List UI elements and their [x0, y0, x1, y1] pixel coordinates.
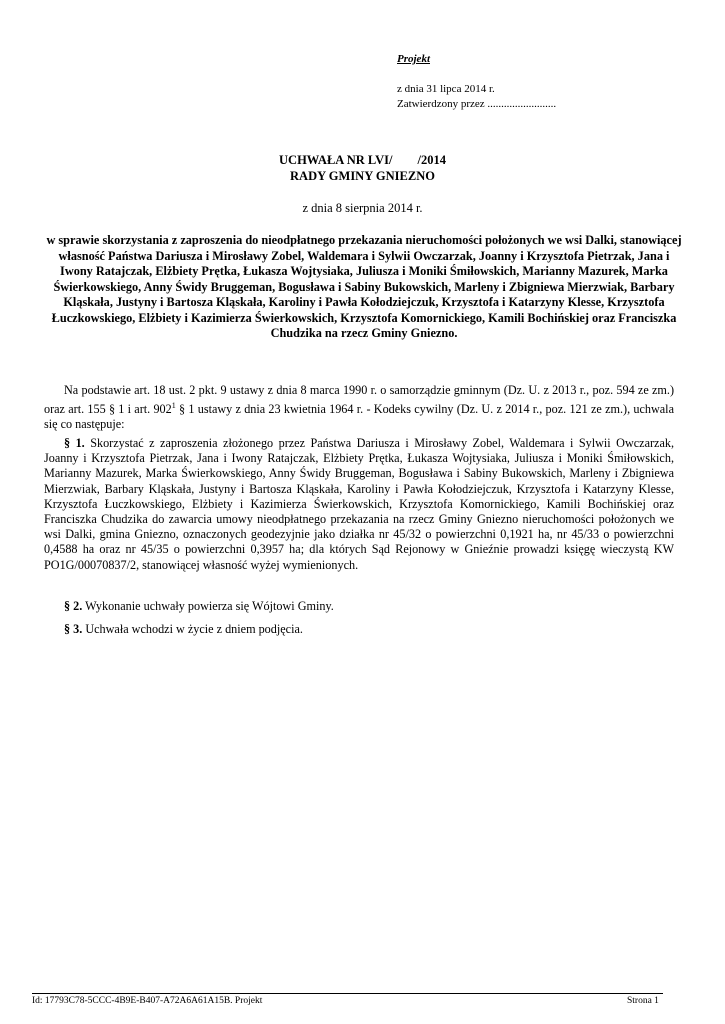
legal-basis — [44, 383, 674, 433]
section-1-text: Skorzystać z zaproszenia złożonego przez Państwa Dariusza i Mirosławy Zobel, Waldemara i Sylwii Owczarzak, Joanny i Krzysztofa Pietrzak, Jana i Iwony Ratajczak, Elżbiety Prętka, Łukasza Wojtysiaka, Juliusza i Moniki Śmiłowskich, Marianny Mazurek, Marka Świerkowskiego, Anny Świdy Bruggeman, Bogusława i Sabiny Bukowskich, Marleny i Zbigniewa Mierzwiak, Barbary Kląskała, Justyny i Bartosza Kląskała, Karoliny i Pawła Kołodziejczuk, Krzysztofa i Katarzyny Klesse, Krzysztofa Łuczkowskiego, Elżbiety i Kazimierza Świerkowskich, Krzysztofa Komornickiego, Kamili Bochińskiej oraz Franciszka Chudzika do zawarcia umowy nieodpłatnego przekazania na rzecz Gminy Gniezno nieruchomości położonych we wsi Dalki, gmina Gniezno, oznaczonych geodezyjnie jako działka nr 45/32 o powierzchni 0,1921 ha, nr 45/33 o powierzchni 0,4588 ha oraz nr 45/35 o powierzchni 0,3957 ha; dla których Sąd Rejonowy w Gnieźnie prowadzi księgę wieczystą KW PO1G/00070837/2, stanowiącej własność wyżej wymienionych. — [44, 436, 674, 572]
section-3-text: Uchwała wchodzi w życie z dniem podjęcia. — [82, 622, 303, 636]
draft-date: z dnia 31 lipca 2014 r. — [397, 83, 495, 95]
section-3-label: § 3. — [64, 622, 83, 636]
section-2-text: Wykonanie uchwały powierza się Wójtowi Gminy. — [82, 599, 334, 613]
legal-basis-part2: § 1 ustawy z dnia 23 kwietnia 1964 r. - Kodeks cywilny (Dz. U. z 2014 r., poz. 121 ze zm.), uchwala się co następuje: — [44, 402, 674, 432]
approved-by: Zatwierdzony przez ......................... — [397, 98, 557, 110]
document-id: Id: 17793C78-5CCC-4B9E-B407-A72A6A61A15B. Projekt — [32, 996, 263, 1006]
projekt-label: Projekt — [397, 53, 430, 65]
section-3 — [44, 622, 674, 637]
section-2 — [44, 599, 674, 614]
council-name: RADY GMINY GNIEZNO — [290, 169, 435, 183]
footer-divider — [32, 993, 663, 994]
resolution-title — [0, 152, 725, 184]
section-1 — [44, 436, 674, 573]
page-number: Strona 1 — [627, 996, 659, 1006]
resolution-subject: w sprawie skorzystania z zaproszenia do nieodpłatnego przekazania nieruchomości położonych we wsi Dalki, stanowiącej własność Państwa Dariusza i Mirosławy Zobel, Waldemara i Sylwii Owczarzak, Joanny i Krzysztofa Pietrzak, Jana i Iwony Ratajczak, Elżbiety Prętka, Łukasza Wojtysiaka, Juliusza i Moniki Śmiłowskich, Marianny Mazurek, Marka Świerkowskiego, Anny Świdy Bruggeman, Bogusława i Sabiny Bukowskich, Marleny i Zbigniewa Mierzwiak, Barbary Kląskała, Justyny i Bartosza Kląskała, Karoliny i Pawła Kołodziejczuk, Krzysztofa i Katarzyny Klesse, Krzysztofa Łuczkowskiego, Elżbiety i Kazimierza Świerkowskich, Krzysztofa Komornickiego, Kamili Bochińskiej oraz Franciszka Chudzika na rzecz Gminy Gniezno. — [46, 233, 682, 340]
resolution-date: z dnia 8 sierpnia 2014 r. — [302, 201, 423, 215]
section-1-label: § 1. — [64, 436, 85, 450]
section-2-label: § 2. — [64, 599, 83, 613]
draft-meta — [397, 82, 556, 112]
resolution-number: UCHWAŁA NR LVI/ /2014 — [279, 153, 446, 167]
legal-basis-sup: 1 — [171, 401, 176, 411]
legal-basis-part1: Na podstawie art. 18 ust. 2 pkt. 9 ustawy z dnia 8 marca 1990 r. o samorządzie gminnym (Dz. U. z 2013 r., poz. 594 ze zm.) oraz art. 155 § 1 i art. 902 — [44, 383, 674, 417]
